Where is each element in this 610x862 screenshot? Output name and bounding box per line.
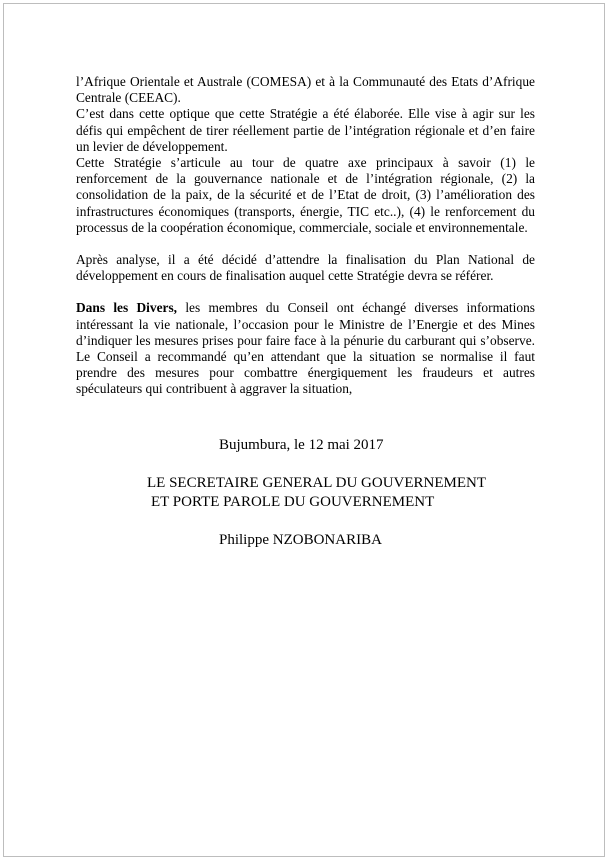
signature-title-line2: ET PORTE PAROLE DU GOUVERNEMENT bbox=[151, 494, 435, 510]
signatory-name: Philippe NZOBONARIBA bbox=[219, 532, 382, 548]
paragraph-miscellaneous bbox=[76, 300, 535, 397]
paragraph-strategy-axes: Cette Stratégie s’articule au tour de quatre axe principaux à savoir (1) le renforcement de la gouvernance nationale et de l’intégration régionale, (2) la consolidation de la paix, de la sécurité et de l’Etat de droit, (3) l’amélioration des infrastructures économiques (transports, énergie, TIC etc..), (4) le renforcement du processus de la coopération économique, commerciale, sociale et environnementale. bbox=[76, 155, 535, 235]
paragraph-spacer bbox=[76, 236, 535, 252]
paragraph-spacer bbox=[76, 284, 535, 300]
signature-title-line1: LE SECRETAIRE GENERAL DU GOUVERNEMENT bbox=[147, 475, 487, 491]
paragraph-analysis-decision: Après analyse, il a été décidé d’attendre la finalisation du Plan National de développement en cours de finalisation auquel cette Stratégie devra se référer. bbox=[76, 252, 535, 284]
document-body bbox=[76, 74, 535, 398]
paragraph-regional-integration: l’Afrique Orientale et Australe (COMESA) et à la Communauté des Etats d’Afrique Centrale (CEEAC). bbox=[76, 74, 535, 106]
miscellaneous-heading: Dans les Divers, bbox=[76, 300, 178, 316]
miscellaneous-text: les membres du Conseil ont échangé diverses informations intéressant la vie nationale, l’occasion pour le Ministre de l’Energie et des Mines d’indiquer les mesures prises pour faire face à la pénurie du carburant qui s’observe. Le Conseil a recommandé qu’en attendant que la situation se normalise il faut prendre des mesures pour combattre énergiquement les fraudeurs et autres spéculateurs qui contribuent à aggraver la situation, bbox=[76, 300, 535, 397]
paragraph-strategy-purpose: C’est dans cette optique que cette Stratégie a été élaborée. Elle vise à agir sur les défis qui empêchent de tirer réellement partie de l’intégration régionale et d’en faire un levier de développement. bbox=[76, 106, 535, 154]
signature-place-date: Bujumbura, le 12 mai 2017 bbox=[219, 437, 384, 453]
